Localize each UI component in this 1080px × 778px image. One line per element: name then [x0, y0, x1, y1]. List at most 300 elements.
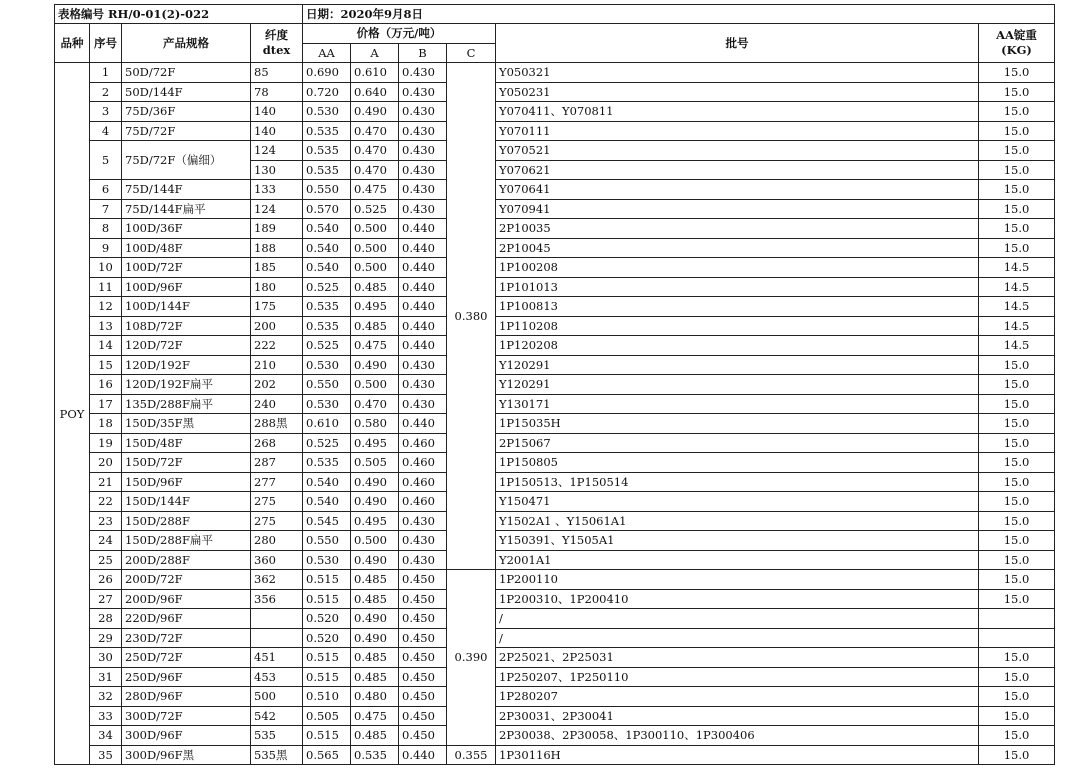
price-aa-cell: 0.540: [303, 238, 351, 258]
weight-cell: 15.0: [979, 687, 1055, 707]
seq-cell: 13: [90, 316, 122, 336]
batch-cell: 1P100813: [496, 297, 979, 317]
price-b-cell: 0.440: [399, 316, 447, 336]
price-b-cell: 0.430: [399, 102, 447, 122]
price-b-cell: 0.440: [399, 219, 447, 239]
batch-cell: Y130171: [496, 394, 979, 414]
spec-cell: 250D/96F: [122, 667, 251, 687]
weight-cell: 15.0: [979, 589, 1055, 609]
price-b-cell: 0.430: [399, 199, 447, 219]
dtex-cell: 185: [251, 258, 303, 278]
price-b-cell: 0.450: [399, 667, 447, 687]
price-b-cell: 0.430: [399, 511, 447, 531]
batch-cell: 1P280207: [496, 687, 979, 707]
seq-cell: 3: [90, 102, 122, 122]
weight-cell: 15.0: [979, 433, 1055, 453]
price-a-cell: 0.580: [351, 414, 399, 434]
price-b-cell: 0.450: [399, 687, 447, 707]
table-row: [55, 355, 1055, 375]
table-row: [55, 511, 1055, 531]
dtex-cell: 277: [251, 472, 303, 492]
seq-cell: 1: [90, 63, 122, 83]
batch-cell: Y1502A1 、Y15061A1: [496, 511, 979, 531]
price-b-cell: 0.440: [399, 277, 447, 297]
price-a-cell: 0.525: [351, 199, 399, 219]
table-row: [55, 472, 1055, 492]
price-a-cell: 0.500: [351, 375, 399, 395]
dtex-cell: 78: [251, 82, 303, 102]
price-b-cell: 0.430: [399, 550, 447, 570]
seq-cell: 8: [90, 219, 122, 239]
table-row: [55, 238, 1055, 258]
spec-cell: 50D/72F: [122, 63, 251, 83]
price-aa-cell: 0.525: [303, 277, 351, 297]
dtex-cell: 210: [251, 355, 303, 375]
table-row: [55, 726, 1055, 746]
price-a-cell: 0.500: [351, 531, 399, 551]
weight-cell: 15.0: [979, 511, 1055, 531]
weight-cell: 15.0: [979, 180, 1055, 200]
seq-cell: 12: [90, 297, 122, 317]
price-b-cell: 0.450: [399, 706, 447, 726]
price-a-cell: 0.470: [351, 394, 399, 414]
meta-row: [55, 5, 1055, 24]
price-b-cell: 0.450: [399, 589, 447, 609]
dtex-cell: 451: [251, 648, 303, 668]
seq-cell: 29: [90, 628, 122, 648]
batch-cell: Y2001A1: [496, 550, 979, 570]
table-row: [55, 550, 1055, 570]
seq-cell: 19: [90, 433, 122, 453]
price-b-cell: 0.450: [399, 609, 447, 629]
table-row: [55, 589, 1055, 609]
price-a-cell: 0.490: [351, 550, 399, 570]
weight-cell: [979, 609, 1055, 629]
seq-cell: 7: [90, 199, 122, 219]
spec-cell: 120D/192F扁平: [122, 375, 251, 395]
seq-cell: 23: [90, 511, 122, 531]
dtex-cell: 133: [251, 180, 303, 200]
table-row: [55, 531, 1055, 551]
dtex-cell: 280: [251, 531, 303, 551]
table-row: [55, 394, 1055, 414]
spec-cell: 200D/72F: [122, 570, 251, 590]
price-b-cell: 0.460: [399, 453, 447, 473]
weight-cell: 15.0: [979, 160, 1055, 180]
batch-cell: 2P25021、2P25031: [496, 648, 979, 668]
price-b-cell: 0.460: [399, 492, 447, 512]
batch-cell: 1P200110: [496, 570, 979, 590]
batch-cell: 2P30038、2P30058、1P300110、1P300406: [496, 726, 979, 746]
seq-cell: 34: [90, 726, 122, 746]
price-b-cell: 0.430: [399, 394, 447, 414]
price-a-cell: 0.485: [351, 570, 399, 590]
price-aa-cell: 0.535: [303, 453, 351, 473]
price-aa-cell: 0.550: [303, 180, 351, 200]
price-b-cell: 0.450: [399, 628, 447, 648]
seq-cell: 17: [90, 394, 122, 414]
header-batch: 批号: [496, 24, 979, 63]
spec-cell: 300D/72F: [122, 706, 251, 726]
batch-cell: 1P110208: [496, 316, 979, 336]
price-b-cell: 0.430: [399, 141, 447, 161]
price-a-cell: 0.470: [351, 160, 399, 180]
weight-cell: 14.5: [979, 258, 1055, 278]
spec-cell: 135D/288F扁平: [122, 394, 251, 414]
seq-cell: 6: [90, 180, 122, 200]
price-a-cell: 0.485: [351, 667, 399, 687]
price-a-cell: 0.475: [351, 180, 399, 200]
dtex-cell: 124: [251, 141, 303, 161]
dtex-cell: 275: [251, 511, 303, 531]
price-a-cell: 0.475: [351, 706, 399, 726]
price-a-cell: 0.485: [351, 589, 399, 609]
weight-cell: 15.0: [979, 63, 1055, 83]
weight-cell: 14.5: [979, 316, 1055, 336]
price-c-cell: 0.355: [447, 745, 496, 765]
price-a-cell: 0.500: [351, 219, 399, 239]
price-aa-cell: 0.535: [303, 297, 351, 317]
table-row: [55, 492, 1055, 512]
weight-cell: 15.0: [979, 453, 1055, 473]
price-aa-cell: 0.515: [303, 667, 351, 687]
seq-cell: 33: [90, 706, 122, 726]
price-aa-cell: 0.515: [303, 589, 351, 609]
seq-cell: 20: [90, 453, 122, 473]
price-b-cell: 0.440: [399, 745, 447, 765]
batch-cell: 2P10035: [496, 219, 979, 239]
price-b-cell: 0.440: [399, 258, 447, 278]
spec-cell: 150D/48F: [122, 433, 251, 453]
spec-cell: 75D/72F: [122, 121, 251, 141]
seq-cell: 11: [90, 277, 122, 297]
batch-cell: 1P120208: [496, 336, 979, 356]
table-row: [55, 706, 1055, 726]
table-row: [55, 277, 1055, 297]
spec-cell: 200D/96F: [122, 589, 251, 609]
batch-cell: 1P150805: [496, 453, 979, 473]
dtex-cell: 453: [251, 667, 303, 687]
header-dtex: [251, 24, 303, 63]
spec-cell: 100D/96F: [122, 277, 251, 297]
price-b-cell: 0.440: [399, 336, 447, 356]
dtex-cell: 542: [251, 706, 303, 726]
weight-cell: [979, 628, 1055, 648]
batch-cell: /: [496, 609, 979, 629]
batch-cell: 2P30031、2P30041: [496, 706, 979, 726]
dtex-cell: 140: [251, 102, 303, 122]
spec-cell: 150D/72F: [122, 453, 251, 473]
dtex-cell: 535黑: [251, 745, 303, 765]
dtex-cell: 189: [251, 219, 303, 239]
price-b-cell: 0.440: [399, 297, 447, 317]
spec-cell: 100D/72F: [122, 258, 251, 278]
batch-cell: Y150471: [496, 492, 979, 512]
dtex-cell: 180: [251, 277, 303, 297]
seq-cell: 24: [90, 531, 122, 551]
seq-cell: 4: [90, 121, 122, 141]
dtex-cell: 288黑: [251, 414, 303, 434]
price-b-cell: 0.440: [399, 414, 447, 434]
table-row: [55, 63, 1055, 83]
price-aa-cell: 0.540: [303, 492, 351, 512]
price-a-cell: 0.490: [351, 472, 399, 492]
price-b-cell: 0.450: [399, 726, 447, 746]
seq-cell: 5: [90, 141, 122, 180]
price-a-cell: 0.495: [351, 433, 399, 453]
price-a-cell: 0.490: [351, 628, 399, 648]
seq-cell: 27: [90, 589, 122, 609]
price-b-cell: 0.430: [399, 82, 447, 102]
seq-cell: 25: [90, 550, 122, 570]
spec-cell: 220D/96F: [122, 609, 251, 629]
price-a-cell: 0.490: [351, 102, 399, 122]
dtex-cell: 200: [251, 316, 303, 336]
table-row: [55, 433, 1055, 453]
batch-cell: 1P30116H: [496, 745, 979, 765]
table-row: [55, 141, 1055, 161]
dtex-cell: 124: [251, 199, 303, 219]
table-row: [55, 570, 1055, 590]
spec-cell: 280D/96F: [122, 687, 251, 707]
price-aa-cell: 0.535: [303, 121, 351, 141]
weight-cell: 15.0: [979, 141, 1055, 161]
weight-cell: 15.0: [979, 745, 1055, 765]
price-aa-cell: 0.535: [303, 141, 351, 161]
spec-cell: 75D/144F扁平: [122, 199, 251, 219]
table-row: [55, 667, 1055, 687]
dtex-cell: 535: [251, 726, 303, 746]
price-aa-cell: 0.540: [303, 219, 351, 239]
table-row: [55, 180, 1055, 200]
seq-cell: 22: [90, 492, 122, 512]
header-dtex-line1: 纤度: [265, 28, 288, 42]
header-price-aa: AA: [303, 43, 351, 63]
seq-cell: 35: [90, 745, 122, 765]
spec-cell: 150D/96F: [122, 472, 251, 492]
weight-cell: 15.0: [979, 102, 1055, 122]
table-row: [55, 609, 1055, 629]
spec-cell: 250D/72F: [122, 648, 251, 668]
price-c-cell: 0.390: [447, 570, 496, 746]
batch-cell: Y070621: [496, 160, 979, 180]
price-b-cell: 0.450: [399, 648, 447, 668]
seq-cell: 14: [90, 336, 122, 356]
dtex-cell: 202: [251, 375, 303, 395]
price-aa-cell: 0.535: [303, 160, 351, 180]
price-aa-cell: 0.530: [303, 550, 351, 570]
batch-cell: Y150391、Y1505A1: [496, 531, 979, 551]
batch-cell: 1P100208: [496, 258, 979, 278]
price-b-cell: 0.430: [399, 63, 447, 83]
dtex-cell: 140: [251, 121, 303, 141]
batch-cell: 1P150513、1P150514: [496, 472, 979, 492]
batch-cell: Y070111: [496, 121, 979, 141]
spec-cell: 300D/96F: [122, 726, 251, 746]
price-b-cell: 0.430: [399, 121, 447, 141]
batch-cell: Y120291: [496, 375, 979, 395]
price-aa-cell: 0.520: [303, 609, 351, 629]
dtex-cell: 175: [251, 297, 303, 317]
header-weight: [979, 24, 1055, 63]
seq-cell: 2: [90, 82, 122, 102]
price-a-cell: 0.470: [351, 121, 399, 141]
price-a-cell: 0.610: [351, 63, 399, 83]
header-price-group: 价格（万元/吨）: [303, 24, 496, 44]
spec-cell: 100D/144F: [122, 297, 251, 317]
weight-cell: 15.0: [979, 394, 1055, 414]
weight-cell: 15.0: [979, 492, 1055, 512]
price-aa-cell: 0.510: [303, 687, 351, 707]
dtex-cell: [251, 628, 303, 648]
batch-cell: 1P250207、1P250110: [496, 667, 979, 687]
batch-cell: /: [496, 628, 979, 648]
price-aa-cell: 0.540: [303, 258, 351, 278]
dtex-cell: 85: [251, 63, 303, 83]
header-seq: 序号: [90, 24, 122, 63]
header-spec: 产品规格: [122, 24, 251, 63]
batch-cell: 2P10045: [496, 238, 979, 258]
price-aa-cell: 0.520: [303, 628, 351, 648]
price-aa-cell: 0.515: [303, 648, 351, 668]
price-aa-cell: 0.515: [303, 570, 351, 590]
price-b-cell: 0.440: [399, 238, 447, 258]
weight-cell: 15.0: [979, 414, 1055, 434]
weight-cell: 15.0: [979, 238, 1055, 258]
price-aa-cell: 0.545: [303, 511, 351, 531]
price-a-cell: 0.495: [351, 511, 399, 531]
dtex-cell: 268: [251, 433, 303, 453]
price-aa-cell: 0.535: [303, 316, 351, 336]
spec-cell: 150D/35F黑: [122, 414, 251, 434]
spec-cell: 75D/36F: [122, 102, 251, 122]
spec-cell: 108D/72F: [122, 316, 251, 336]
batch-cell: Y050231: [496, 82, 979, 102]
weight-cell: 14.5: [979, 297, 1055, 317]
table-row: [55, 414, 1055, 434]
seq-cell: 28: [90, 609, 122, 629]
price-aa-cell: 0.530: [303, 355, 351, 375]
price-aa-cell: 0.550: [303, 375, 351, 395]
weight-cell: 15.0: [979, 667, 1055, 687]
seq-cell: 18: [90, 414, 122, 434]
spec-cell: 300D/96F黑: [122, 745, 251, 765]
spec-cell: 150D/288F扁平: [122, 531, 251, 551]
spec-cell: 100D/36F: [122, 219, 251, 239]
price-a-cell: 0.500: [351, 238, 399, 258]
spec-cell: 75D/72F（偏细）: [122, 141, 251, 180]
weight-cell: 15.0: [979, 648, 1055, 668]
price-a-cell: 0.500: [351, 258, 399, 278]
price-aa-cell: 0.530: [303, 394, 351, 414]
dtex-cell: 500: [251, 687, 303, 707]
weight-cell: 15.0: [979, 570, 1055, 590]
price-b-cell: 0.430: [399, 160, 447, 180]
spec-cell: 50D/144F: [122, 82, 251, 102]
weight-cell: 15.0: [979, 82, 1055, 102]
price-aa-cell: 0.570: [303, 199, 351, 219]
price-a-cell: 0.640: [351, 82, 399, 102]
table-row: [55, 687, 1055, 707]
header-weight-line2: (KG): [1001, 43, 1032, 57]
seq-cell: 32: [90, 687, 122, 707]
weight-cell: 15.0: [979, 121, 1055, 141]
seq-cell: 15: [90, 355, 122, 375]
table-row: [55, 121, 1055, 141]
price-a-cell: 0.505: [351, 453, 399, 473]
header-row-1: [55, 24, 1055, 44]
variety-cell: POY: [55, 63, 90, 765]
price-a-cell: 0.495: [351, 297, 399, 317]
form-number: 表格编号 RH/0-01(2)-022: [55, 5, 303, 24]
spec-cell: 150D/288F: [122, 511, 251, 531]
batch-cell: Y070941: [496, 199, 979, 219]
dtex-cell: 275: [251, 492, 303, 512]
batch-cell: Y120291: [496, 355, 979, 375]
table-row: [55, 297, 1055, 317]
price-aa-cell: 0.530: [303, 102, 351, 122]
dtex-cell: 356: [251, 589, 303, 609]
batch-cell: Y070641: [496, 180, 979, 200]
batch-cell: Y070411、Y070811: [496, 102, 979, 122]
header-dtex-line2: dtex: [262, 43, 291, 57]
price-aa-cell: 0.610: [303, 414, 351, 434]
price-aa-cell: 0.505: [303, 706, 351, 726]
seq-cell: 16: [90, 375, 122, 395]
batch-cell: 1P101013: [496, 277, 979, 297]
dtex-cell: [251, 609, 303, 629]
table-row: [55, 199, 1055, 219]
price-b-cell: 0.450: [399, 570, 447, 590]
spec-cell: 200D/288F: [122, 550, 251, 570]
batch-cell: 2P15067: [496, 433, 979, 453]
spec-cell: 230D/72F: [122, 628, 251, 648]
batch-cell: Y050321: [496, 63, 979, 83]
weight-cell: 15.0: [979, 219, 1055, 239]
weight-cell: 15.0: [979, 550, 1055, 570]
table-row: [55, 102, 1055, 122]
header-price-a: A: [351, 43, 399, 63]
price-aa-cell: 0.540: [303, 472, 351, 492]
spec-cell: 75D/144F: [122, 180, 251, 200]
price-a-cell: 0.470: [351, 141, 399, 161]
seq-cell: 30: [90, 648, 122, 668]
price-a-cell: 0.475: [351, 336, 399, 356]
weight-cell: 15.0: [979, 355, 1055, 375]
spec-cell: 100D/48F: [122, 238, 251, 258]
batch-cell: 1P15035H: [496, 414, 979, 434]
weight-cell: 15.0: [979, 531, 1055, 551]
dtex-cell: 188: [251, 238, 303, 258]
price-b-cell: 0.430: [399, 531, 447, 551]
seq-cell: 10: [90, 258, 122, 278]
price-a-cell: 0.485: [351, 648, 399, 668]
price-aa-cell: 0.565: [303, 745, 351, 765]
weight-cell: 14.5: [979, 336, 1055, 356]
price-aa-cell: 0.720: [303, 82, 351, 102]
weight-cell: 15.0: [979, 199, 1055, 219]
price-b-cell: 0.430: [399, 375, 447, 395]
price-aa-cell: 0.690: [303, 63, 351, 83]
price-b-cell: 0.460: [399, 433, 447, 453]
weight-cell: 14.5: [979, 277, 1055, 297]
table-row: [55, 258, 1055, 278]
price-a-cell: 0.490: [351, 492, 399, 512]
price-b-cell: 0.430: [399, 355, 447, 375]
dtex-cell: 240: [251, 394, 303, 414]
batch-cell: Y070521: [496, 141, 979, 161]
spec-cell: 150D/144F: [122, 492, 251, 512]
